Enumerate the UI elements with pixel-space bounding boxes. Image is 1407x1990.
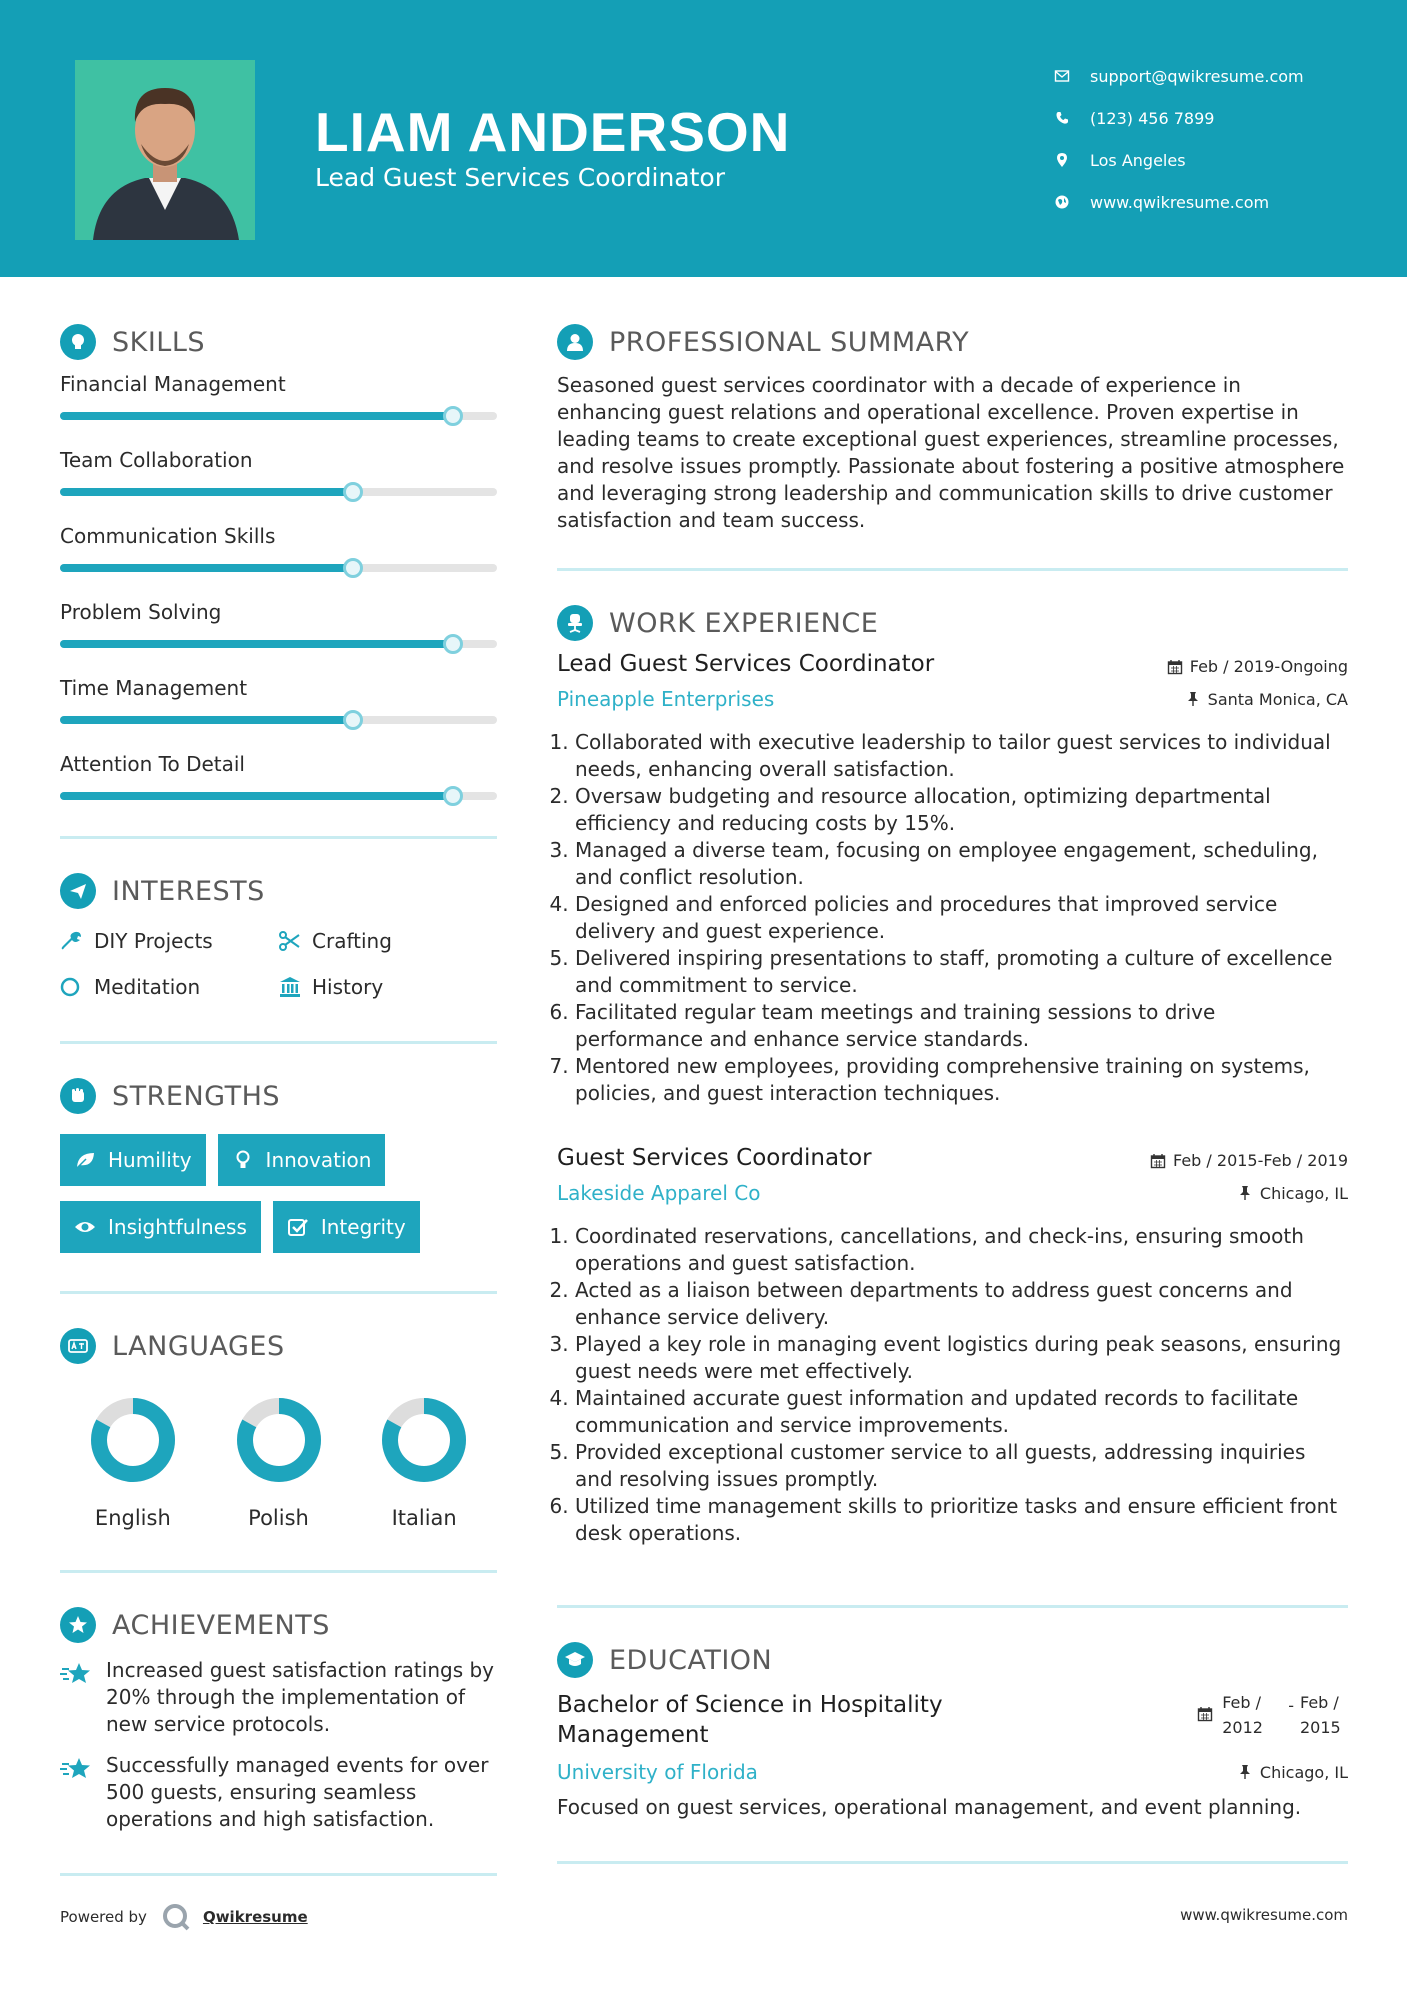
skill-bar-fill (60, 488, 353, 496)
skill-bar-fill (60, 640, 453, 648)
skill-item (60, 744, 497, 820)
education-dates: Feb / 2012 - Feb / 2015 (1197, 1690, 1348, 1740)
section-divider (60, 1291, 497, 1294)
summary-heading: PROFESSIONAL SUMMARY (557, 320, 1348, 364)
job-entry (557, 1145, 1348, 1547)
education-description: Focused on guest services, operational management, and event planning. (557, 1795, 1302, 1819)
languages-heading: LANGUAGES (60, 1324, 497, 1368)
interest-item (60, 927, 278, 955)
skill-bar-knob (343, 558, 363, 578)
language-name: Polish (248, 1506, 309, 1530)
skill-name: Communication Skills (60, 524, 276, 548)
section-divider (557, 1861, 1348, 1864)
contact-phone[interactable] (1054, 97, 1394, 139)
candidate-role: Lead Guest Services Coordinator (315, 163, 725, 192)
list-item: 5. Provided exceptional customer service to all guests, addressing inquiries and resolving issues promptly. (575, 1439, 1348, 1493)
skills-heading: SKILLS (60, 320, 497, 364)
strengths-heading: STRENGTHS (60, 1074, 497, 1118)
list-item: 4. Designed and enforced policies and procedures that improved service delivery and guest experience. (575, 891, 1348, 945)
strength-label: Humility (108, 1148, 192, 1172)
list-item: 1. Coordinated reservations, cancellations, and check-ins, ensuring smooth operations and guest satisfaction. (575, 1223, 1348, 1277)
job-location: Chicago, IL (1237, 1184, 1348, 1203)
contact-email[interactable] (1054, 55, 1394, 97)
skill-bar-fill (60, 412, 453, 420)
language-item (206, 1396, 352, 1530)
skill-item (60, 592, 497, 668)
language-item (60, 1396, 206, 1530)
museum-icon (278, 975, 302, 999)
contact-website-text: www.qwikresume.com (1090, 192, 1270, 212)
skill-bar (60, 488, 497, 496)
portrait-image (75, 60, 255, 240)
skill-bar (60, 412, 497, 420)
paper-plane-icon (60, 873, 96, 909)
skill-bar (60, 716, 497, 724)
strengths-list (60, 1134, 497, 1253)
envelope-icon (1054, 68, 1070, 84)
contact-list (1054, 55, 1394, 223)
left-column (60, 320, 497, 1876)
language-level-ring (235, 1396, 323, 1484)
checkbox-icon (287, 1216, 309, 1238)
star-badge-icon (60, 1607, 96, 1643)
section-divider (60, 1873, 497, 1876)
job-location: Santa Monica, CA (1185, 690, 1348, 709)
education-heading: EDUCATION (557, 1638, 1348, 1682)
list-item: 2. Acted as a liaison between departments to address guest concerns and enhance service delivery. (575, 1277, 1348, 1331)
graduation-icon (557, 1642, 593, 1678)
contact-phone-text: (123) 456 7899 (1090, 108, 1215, 128)
contact-location-text: Los Angeles (1090, 150, 1186, 170)
star-icon (60, 1756, 92, 1784)
skill-bar-knob (443, 634, 463, 654)
qwikresume-link[interactable]: Qwikresume (202, 1908, 308, 1926)
contact-website[interactable] (1054, 181, 1394, 223)
star-icon (60, 1661, 92, 1689)
interests-list (60, 927, 497, 1001)
list-item: 1. Collaborated with executive leadership to tailor guest services to individual needs, enhancing overall satisfaction. (575, 729, 1348, 783)
lightbulb-icon (60, 324, 96, 360)
user-icon (557, 324, 593, 360)
list-item: 5. Delivered inspiring presentations to staff, promoting a culture of excellence and commitment to service. (575, 945, 1348, 999)
interest-label: Meditation (94, 975, 201, 999)
job-dates: Feb / 2019-Ongoing (1167, 657, 1348, 676)
skill-item (60, 364, 497, 440)
education-start: Feb / 2012 (1222, 1693, 1263, 1737)
achievement-item (60, 1752, 497, 1833)
language-name: English (94, 1506, 171, 1530)
strength-label: Insightfulness (108, 1215, 247, 1239)
job-title: Lead Guest Services Coordinator (557, 651, 935, 677)
circle-icon (60, 975, 84, 999)
skill-name: Problem Solving (60, 600, 222, 624)
skills-list (60, 364, 497, 820)
profile-photo (75, 60, 255, 240)
eye-icon (74, 1216, 96, 1238)
calendar-icon (1150, 1153, 1166, 1169)
calendar-icon (1197, 1706, 1213, 1722)
degree-title: Bachelor of Science in Hospitality Management (557, 1692, 943, 1748)
school-name: University of Florida (557, 1760, 758, 1784)
skill-name: Time Management (60, 676, 248, 700)
skill-bar-knob (443, 406, 463, 426)
skill-bar (60, 564, 497, 572)
calendar-icon (1167, 659, 1183, 675)
language-level-ring (380, 1396, 468, 1484)
wrench-icon (60, 929, 84, 953)
section-divider (557, 1605, 1348, 1608)
right-column (557, 320, 1348, 1864)
resume-header (0, 0, 1407, 277)
job-title: Guest Services Coordinator (557, 1145, 872, 1171)
interest-label: DIY Projects (94, 929, 213, 953)
education-end: Feb / 2015 (1300, 1693, 1341, 1737)
achievements-heading: ACHIEVEMENTS (60, 1603, 497, 1647)
globe-icon (1054, 194, 1070, 210)
job-entry (557, 651, 1348, 1107)
skill-bar-fill (60, 792, 453, 800)
qwikresume-logo-icon (161, 1902, 191, 1932)
scissors-icon (278, 929, 302, 953)
pushpin-icon (1237, 1764, 1253, 1780)
skill-bar-knob (343, 710, 363, 730)
section-divider (557, 568, 1348, 571)
skill-name: Attention To Detail (60, 752, 245, 776)
office-chair-icon (557, 605, 593, 641)
company-name: Pineapple Enterprises (557, 687, 775, 711)
language-name: Italian (391, 1506, 457, 1530)
skill-bar (60, 640, 497, 648)
list-item: 3. Managed a diverse team, focusing on employee engagement, scheduling, and conflict resolution. (575, 837, 1348, 891)
company-name: Lakeside Apparel Co (557, 1181, 761, 1205)
leaf-icon (74, 1149, 96, 1171)
skill-bar-knob (343, 482, 363, 502)
pushpin-icon (1237, 1185, 1253, 1201)
skill-bar-fill (60, 564, 353, 572)
language-item (351, 1396, 497, 1530)
job-responsibilities (557, 1223, 1348, 1547)
experience-heading: WORK EXPERIENCE (557, 601, 1348, 645)
strength-chip (60, 1201, 261, 1253)
skill-name: Team Collaboration (60, 448, 253, 472)
candidate-name: LIAM ANDERSON (315, 101, 791, 163)
section-divider (60, 836, 497, 839)
job-responsibilities (557, 729, 1348, 1107)
language-level-ring (89, 1396, 177, 1484)
achievement-text: Successfully managed events for over 500 guests, ensuring seamless operations and high satisfaction. (106, 1753, 489, 1831)
skill-bar-knob (443, 786, 463, 806)
contact-email-text: support@qwikresume.com (1090, 66, 1304, 86)
achievement-item (60, 1657, 497, 1738)
strength-label: Integrity (320, 1215, 406, 1239)
interest-label: History (312, 975, 384, 999)
pushpin-icon (1185, 691, 1201, 707)
lightbulb-icon (232, 1149, 254, 1171)
skill-name: Financial Management (60, 372, 286, 396)
education-entry (557, 1690, 1348, 1821)
skill-item (60, 440, 497, 516)
interest-item (60, 973, 278, 1001)
map-pin-icon (1054, 152, 1070, 168)
strength-chip (218, 1134, 386, 1186)
languages-list (60, 1396, 497, 1530)
strength-chip (60, 1134, 206, 1186)
phone-icon (1054, 110, 1070, 126)
interest-item (278, 927, 496, 955)
section-divider (60, 1041, 497, 1044)
footer-website[interactable]: www.qwikresume.com (1180, 1906, 1348, 1924)
list-item: 4. Maintained accurate guest information and updated records to facilitate communication and service improvements. (575, 1385, 1348, 1439)
strength-label: Innovation (265, 1148, 372, 1172)
contact-location (1054, 139, 1394, 181)
achievement-text: Increased guest satisfaction ratings by 20% through the implementation of new service protocols. (106, 1658, 494, 1736)
section-divider (60, 1570, 497, 1573)
education-location: Chicago, IL (1237, 1763, 1348, 1782)
list-item: 3. Played a key role in managing event logistics during peak seasons, ensuring guest needs were met effectively. (575, 1331, 1348, 1385)
skill-bar (60, 792, 497, 800)
interests-heading: INTERESTS (60, 869, 497, 913)
skill-item (60, 516, 497, 592)
fist-icon (60, 1078, 96, 1114)
list-item: 6. Utilized time management skills to prioritize tasks and ensure efficient front desk operations. (575, 1493, 1348, 1547)
translate-icon (60, 1328, 96, 1364)
summary-text: Seasoned guest services coordinator with a decade of experience in enhancing guest relations and operational excellence. Proven expertise in leading teams to create exceptional guest experiences, streamline processes, and resolve issues promptly. Passionate about fostering a positive atmosphere and leveraging strong leadership and communication skills to drive customer satisfaction and team success. (557, 373, 1345, 532)
list-item: 2. Oversaw budgeting and resource allocation, optimizing departmental efficiency and reducing costs by 15%. (575, 783, 1348, 837)
interest-item (278, 973, 496, 1001)
job-dates: Feb / 2015-Feb / 2019 (1150, 1151, 1348, 1170)
interest-label: Crafting (312, 929, 392, 953)
list-item: 6. Facilitated regular team meetings and training sessions to drive performance and enhance service standards. (575, 999, 1348, 1053)
skill-item (60, 668, 497, 744)
list-item: 7. Mentored new employees, providing comprehensive training on systems, policies, and guest interaction techniques. (575, 1053, 1348, 1107)
footer-powered-by: Powered by Qwikresume (60, 1902, 308, 1932)
strength-chip (273, 1201, 420, 1253)
skill-bar-fill (60, 716, 353, 724)
